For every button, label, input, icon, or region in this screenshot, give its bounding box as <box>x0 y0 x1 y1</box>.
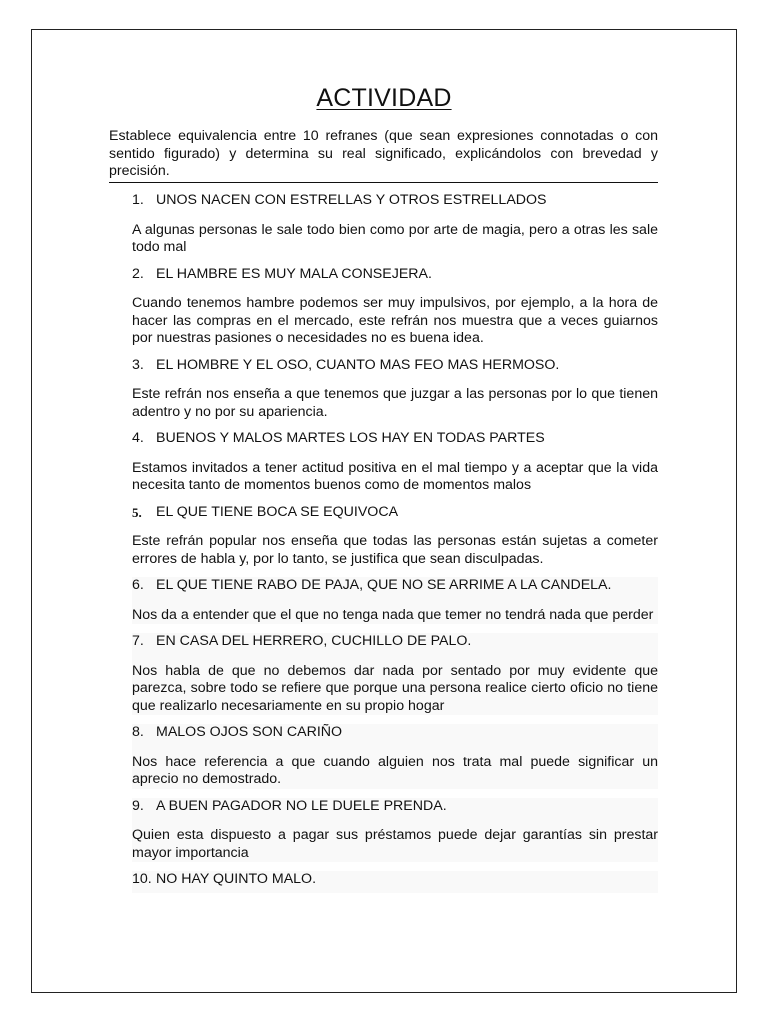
refran-number: 5. <box>132 504 142 520</box>
refran-meaning: Cuando tenemos hambre podemos ser muy impulsivos, por ejemplo, a la hora de hacer las compras en el mercado, este refrán nos muestra que a veces guiarnos por nuestras pasiones o necesidades no es buena idea. <box>132 295 658 346</box>
refran-heading <box>132 871 658 893</box>
refran-title: BUENOS Y MALOS MARTES LOS HAY EN TODAS PARTES <box>156 430 545 446</box>
refran-number: 8. <box>132 724 144 740</box>
refran-meaning: Este refrán popular nos enseña que todas las personas están sujetas a cometer errores de habla y, por lo tanto, se justifica que sean disculpadas. <box>132 533 658 567</box>
refran-heading <box>132 577 658 595</box>
list-item <box>132 266 658 348</box>
list-item <box>132 633 658 715</box>
list-item <box>132 871 658 893</box>
list-item <box>132 430 658 495</box>
refran-heading <box>132 798 658 816</box>
refran-title: UNOS NACEN CON ESTRELLAS Y OTROS ESTRELLADOS <box>156 192 547 208</box>
refran-meaning: Nos hace referencia a que cuando alguien nos trata mal puede significar un aprecio no demostrado. <box>132 753 658 787</box>
refran-meaning: Quien esta dispuesto a pagar sus préstamos puede dejar garantías sin prestar mayor importancia <box>132 827 658 861</box>
list-item <box>132 798 658 863</box>
refran-heading <box>132 504 658 522</box>
refran-meaning: A algunas personas le sale todo bien como por arte de magia, pero a otras les sale todo mal <box>132 221 658 255</box>
refran-number: 2. <box>132 265 144 282</box>
refran-number: 4. <box>132 430 144 446</box>
refran-title: MALOS OJOS SON CARIÑO <box>156 724 343 740</box>
intro-paragraph: Establece equivalencia entre 10 refranes (que sean expresiones connotadas o con sentido figurado) y determina su real significado, explicándolos con brevedad y precisión. <box>109 128 658 183</box>
refranes-list <box>132 192 658 893</box>
refran-heading <box>132 357 658 375</box>
refran-number: 3. <box>132 356 144 373</box>
refran-meaning: Estamos invitados a tener actitud positiva en el mal tiempo y a aceptar que la vida necesita tanto de momentos buenos como de momentos malos <box>132 459 658 493</box>
refran-meaning: Este refrán nos enseña a que tenemos que juzgar a las personas por lo que tienen adentro y no por su apariencia. <box>132 386 658 420</box>
refran-title: EL QUE TIENE RABO DE PAJA, QUE NO SE ARRIME A LA CANDELA. <box>156 577 612 593</box>
refran-number: 6. <box>132 577 144 593</box>
list-item <box>132 192 658 257</box>
list-item <box>132 357 658 422</box>
refran-title: EN CASA DEL HERRERO, CUCHILLO DE PALO. <box>156 633 472 649</box>
refran-number: 9. <box>132 797 144 814</box>
refran-heading <box>132 192 658 210</box>
refran-meaning: Nos habla de que no debemos dar nada por sentado por muy evidente que parezca, sobre todo se refiere que porque una persona realice cierto oficio no tiene que realizarlo necesariamente en su propio hogar <box>132 662 658 714</box>
list-item <box>132 577 658 624</box>
refran-title: A BUEN PAGADOR NO LE DUELE PRENDA. <box>156 797 447 814</box>
refran-heading <box>132 266 658 284</box>
refran-meaning: Nos da a entender que el que no tenga nada que temer no tendrá nada que perder <box>132 606 654 623</box>
refran-heading <box>132 633 658 651</box>
page-title: ACTIVIDAD <box>316 84 452 112</box>
refran-number: 7. <box>132 633 144 649</box>
refran-title: EL HAMBRE ES MUY MALA CONSEJERA. <box>156 265 432 282</box>
refran-number: 10. <box>132 871 152 887</box>
refran-number: 1. <box>132 192 144 208</box>
refran-title: NO HAY QUINTO MALO. <box>156 871 317 887</box>
list-item <box>132 724 658 789</box>
refran-title: EL QUE TIENE BOCA SE EQUIVOCA <box>156 503 399 520</box>
refran-heading <box>132 430 658 448</box>
refran-heading <box>132 724 658 742</box>
refran-title: EL HOMBRE Y EL OSO, CUANTO MAS FEO MAS HERMOSO. <box>156 356 560 373</box>
list-item <box>132 504 658 569</box>
